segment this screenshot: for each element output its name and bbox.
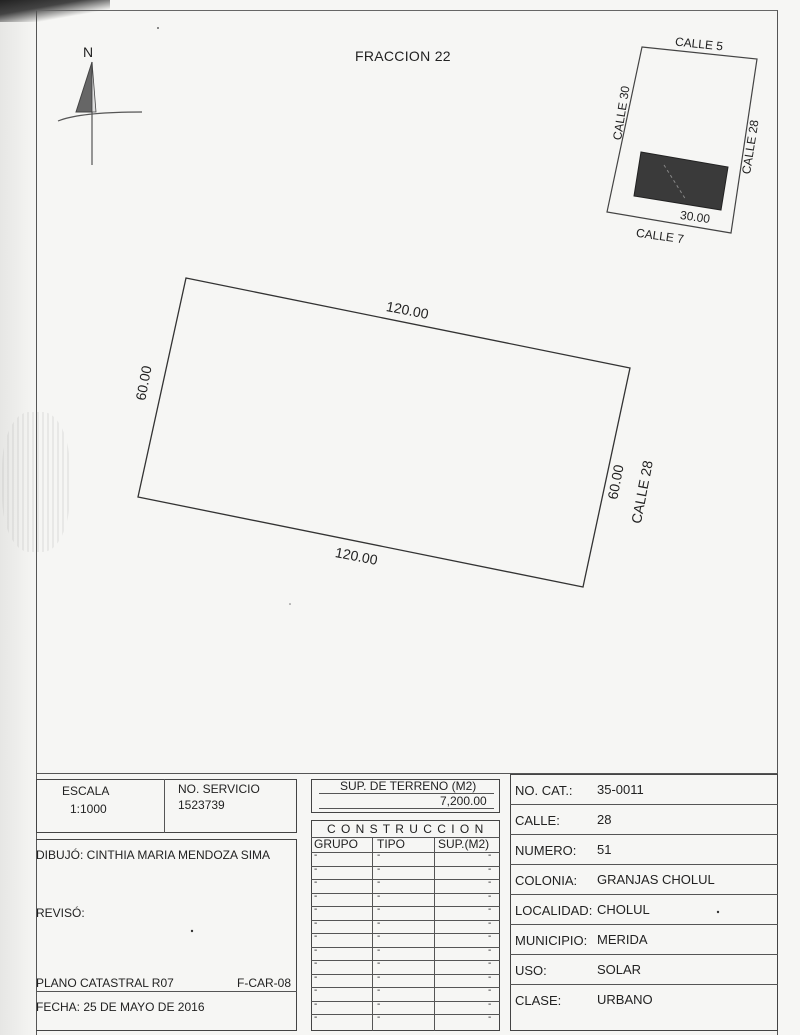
construction-row-line xyxy=(311,866,500,867)
construction-row-line xyxy=(311,893,500,894)
info-row-label: NUMERO: xyxy=(515,843,577,858)
construction-grupo-cell: - xyxy=(314,863,318,875)
construction-sup-cell: - xyxy=(488,944,492,956)
info-row-label: CALLE: xyxy=(515,813,560,828)
construction-grupo-cell: - xyxy=(314,998,318,1010)
construction-grupo-cell: - xyxy=(314,877,318,888)
construction-sup-cell: - xyxy=(488,958,492,969)
info-row-divider xyxy=(510,804,778,805)
plan-date: FECHA: 25 DE MAYO DE 2016 xyxy=(36,1000,205,1014)
service-label: NO. SERVICIO xyxy=(178,782,260,796)
construction-row-line xyxy=(311,852,500,853)
location-map xyxy=(607,47,757,233)
construction-tipo-cell: - xyxy=(377,890,381,902)
construction-grupo-cell: - xyxy=(314,971,318,983)
street-left-label: CALLE 30 xyxy=(610,84,633,142)
lot-top-dimension: 120.00 xyxy=(384,298,430,322)
plan-name: PLANO CATASTRAL R07 xyxy=(36,976,174,990)
info-row-value: 51 xyxy=(597,842,612,857)
lot-right-dimension: 60.00 xyxy=(604,463,627,501)
construction-grupo-cell: - xyxy=(314,931,318,942)
info-row-value: SOLAR xyxy=(597,962,642,977)
construction-row-line xyxy=(311,947,500,948)
info-row-label: MUNICIPIO: xyxy=(515,933,588,948)
construction-sup-cell: - xyxy=(488,1012,492,1023)
info-row-label: LOCALIDAD: xyxy=(515,903,593,918)
info-row-value: MERIDA xyxy=(597,932,648,947)
construction-sup-cell: - xyxy=(488,904,492,915)
info-row-divider xyxy=(510,984,778,985)
reviewed-by: REVISÓ: xyxy=(36,906,85,920)
construction-row-line xyxy=(311,1001,500,1002)
info-row-label: COLONIA: xyxy=(515,873,578,888)
street-right-label: CALLE 28 xyxy=(739,118,762,176)
construction-sup-cell: - xyxy=(488,850,492,861)
construction-sup-cell: - xyxy=(488,998,492,1010)
land-area-label: SUP. DE TERRENO (M2) xyxy=(340,779,477,793)
info-row-label: USO: xyxy=(515,963,547,978)
construction-tipo-cell: - xyxy=(377,971,381,983)
plan-code: F-CAR-08 xyxy=(237,976,292,990)
land-area-value: 7,200.00 xyxy=(440,794,487,808)
construction-tipo-cell: - xyxy=(377,931,381,942)
construction-grupo-cell: - xyxy=(314,944,318,956)
construction-sup-cell: - xyxy=(488,863,492,875)
construction-tipo-cell: - xyxy=(377,998,381,1010)
plan-title: FRACCION 22 xyxy=(355,48,451,64)
construction-tipo-cell: - xyxy=(377,863,381,875)
info-row-divider xyxy=(510,924,778,925)
construction-label: C O N S T R U C C I O N xyxy=(327,822,485,836)
info-row-divider xyxy=(510,834,778,835)
lot-boundary xyxy=(138,278,630,587)
construction-row-line xyxy=(311,879,500,880)
info-row-value: GRANJAS CHOLUL xyxy=(597,872,715,887)
construction-row-line xyxy=(311,1014,500,1015)
construction-row-line xyxy=(311,960,500,961)
construction-sup-cell: - xyxy=(488,985,492,996)
construction-row-line xyxy=(311,974,500,975)
info-row-label: NO. CAT.: xyxy=(515,783,573,798)
construction-sup-cell: - xyxy=(488,877,492,888)
construction-grupo-cell: - xyxy=(314,917,318,929)
construction-tipo-cell: - xyxy=(377,850,381,861)
info-row-divider xyxy=(510,954,778,955)
construction-row-line xyxy=(311,933,500,934)
info-row-value: 35-0011 xyxy=(597,782,644,797)
construction-grupo-cell: - xyxy=(314,985,318,996)
construction-grupo-cell: - xyxy=(314,1012,318,1023)
north-label: N xyxy=(83,44,94,60)
construction-grupo-cell: - xyxy=(314,850,318,861)
construction-tipo-cell: - xyxy=(377,944,381,956)
construction-tipo-cell: - xyxy=(377,917,381,929)
north-arrow-icon xyxy=(58,62,142,165)
col-grupo: GRUPO xyxy=(314,837,359,851)
construction-tipo-cell: - xyxy=(377,1012,381,1023)
construction-sup-cell: - xyxy=(488,931,492,942)
construction-sup-cell: - xyxy=(488,917,492,929)
construction-grupo-cell: - xyxy=(314,958,318,969)
construction-row-line xyxy=(311,920,500,921)
col-tipo: TIPO xyxy=(377,837,406,851)
construction-sup-cell: - xyxy=(488,890,492,902)
col-sup: SUP.(M2) xyxy=(438,837,490,851)
construction-grupo-cell: - xyxy=(314,890,318,902)
construction-tipo-cell: - xyxy=(377,904,381,915)
construction-grupo-cell: - xyxy=(314,904,318,915)
construction-sup-cell: - xyxy=(488,971,492,983)
service-value: 1523739 xyxy=(178,798,225,812)
info-row-value: 28 xyxy=(597,812,612,827)
construction-row-line xyxy=(311,906,500,907)
front-dimension-label: 30.00 xyxy=(679,207,711,227)
lot-left-dimension: 60.00 xyxy=(132,364,155,402)
drawn-by: DIBUJÓ: CINTHIA MARIA MENDOZA SIMA xyxy=(36,848,271,862)
lot-bottom-dimension: 120.00 xyxy=(333,544,379,568)
info-row-label: CLASE: xyxy=(515,993,562,1008)
info-row-divider xyxy=(510,894,778,895)
scale-label: ESCALA xyxy=(62,784,110,798)
lot-right-street: CALLE 28 xyxy=(627,459,656,525)
street-bottom-label: CALLE 7 xyxy=(635,225,685,247)
info-row-value: URBANO xyxy=(597,992,653,1007)
scale-value: 1:1000 xyxy=(70,802,107,816)
info-row-divider xyxy=(510,864,778,865)
construction-tipo-cell: - xyxy=(377,877,381,888)
construction-tipo-cell: - xyxy=(377,958,381,969)
construction-row-line xyxy=(311,987,500,988)
info-row-value: CHOLUL xyxy=(597,902,650,917)
street-top-label: CALLE 5 xyxy=(674,34,724,54)
construction-tipo-cell: - xyxy=(377,985,381,996)
